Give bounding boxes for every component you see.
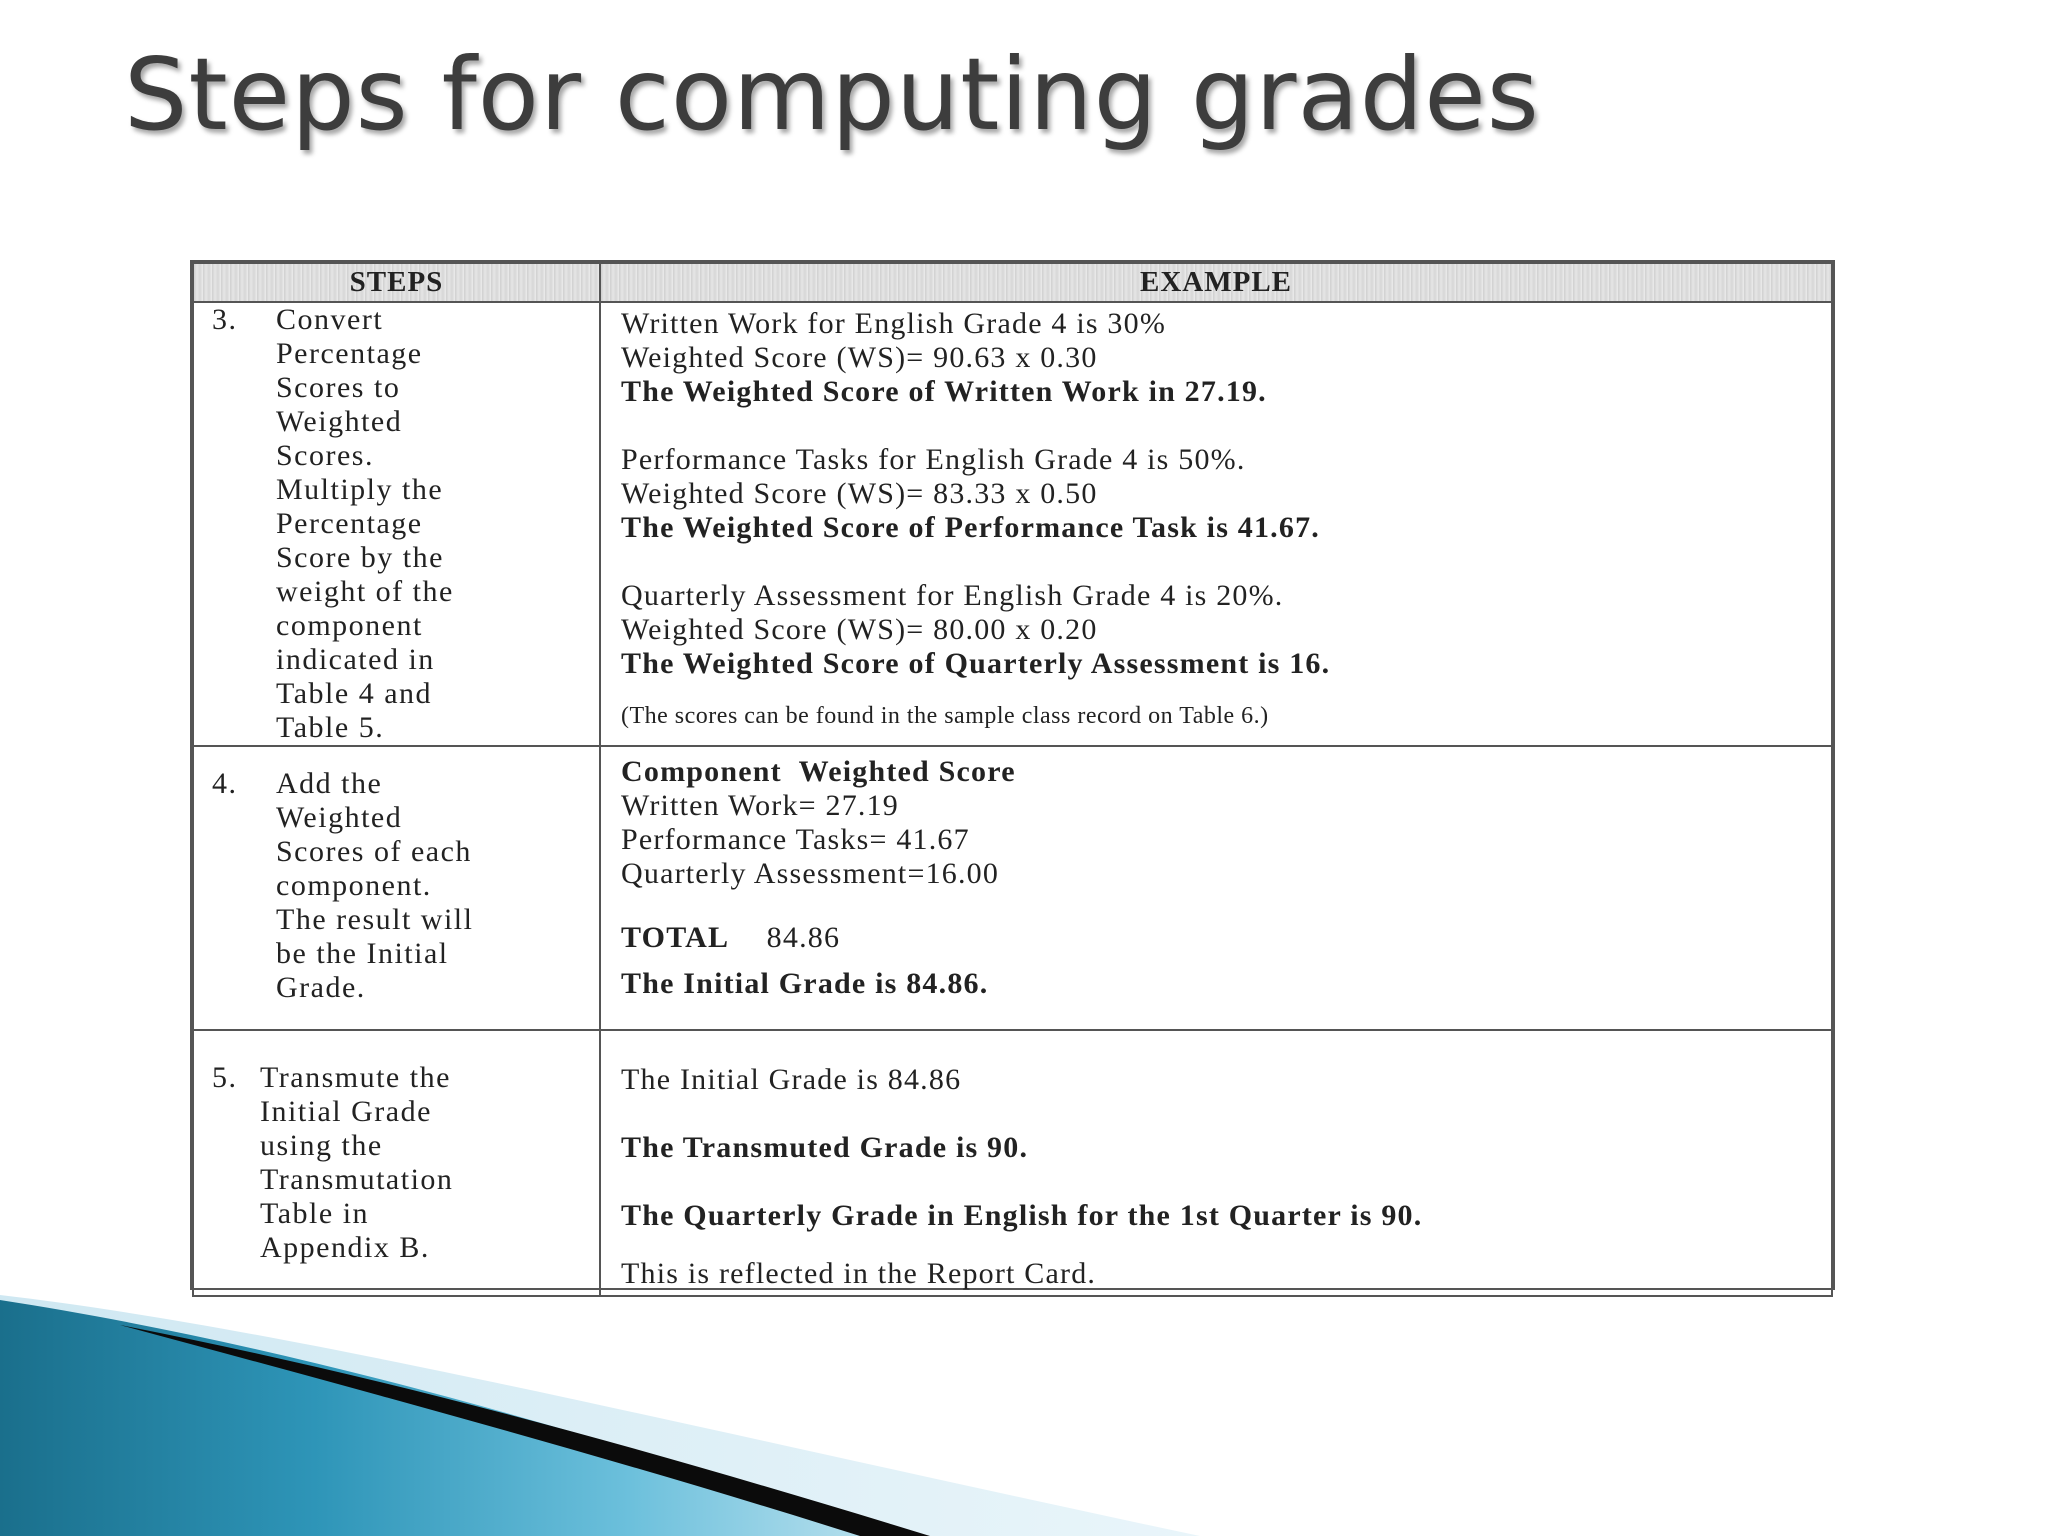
ww-weight: Written Work for English Grade 4 is 30% [621,307,1167,340]
step-line: The result will [276,903,474,936]
step-line: be the Initial [276,937,449,970]
initial-grade-result: The Initial Grade is 84.86. [621,967,989,1000]
example-cell [600,746,1832,1030]
step-line: using the [260,1129,383,1162]
total-line [621,921,1811,955]
step-line: Weighted [276,801,403,834]
table-row-step-5 [193,1030,1832,1296]
pt-result: The Weighted Score of Performance Task is 41.67. [621,511,1320,544]
pt-weight: Performance Tasks for English Grade 4 is 50%. [621,443,1246,476]
step-line: Transmute the [260,1061,451,1094]
step-number: 5. [212,1061,238,1094]
example-cell [600,1030,1832,1296]
step-line: weight of the [276,575,454,608]
step-line: Scores of each [276,835,472,868]
step-line: indicated in [276,643,435,676]
step-line: component [276,609,423,642]
ww-weighted-score: Weighted Score (WS)= 90.63 x 0.30 [621,341,1098,374]
step-line: Multiply the [276,473,444,506]
pt-component: Performance Tasks= 41.67 [621,823,970,856]
qa-weight: Quarterly Assessment for English Grade 4 is 20%. [621,579,1284,612]
component-heading: Component Weighted Score [621,755,1016,788]
report-card-note: This is reflected in the Report Card. [621,1257,1097,1290]
scores-note: (The scores can be found in the sample class record on Table 6.) [621,703,1269,729]
transmuted-grade: The Transmuted Grade is 90. [621,1131,1029,1164]
qa-component: Quarterly Assessment=16.00 [621,857,1000,890]
step-line: Table 4 and [276,677,433,710]
qa-weighted-score: Weighted Score (WS)= 80.00 x 0.20 [621,613,1098,646]
steps-cell [193,302,600,746]
step-line: Table 5. [276,711,385,744]
grades-steps-table [190,260,1835,1290]
step-line: Grade. [276,971,366,1004]
qa-result: The Weighted Score of Quarterly Assessment is 16. [621,647,1331,680]
steps-header: STEPS [193,263,600,302]
step-line: Percentage [276,337,423,370]
step-line: Table in [260,1197,370,1230]
pt-weighted-score: Weighted Score (WS)= 83.33 x 0.50 [621,477,1098,510]
step-line: Percentage [276,507,423,540]
initial-grade: The Initial Grade is 84.86 [621,1063,962,1096]
step-line: component. [276,869,432,902]
steps-cell [193,1030,600,1296]
quarterly-grade: The Quarterly Grade in English for the 1st Quarter is 90. [621,1199,1423,1232]
step-line: Weighted [276,405,403,438]
table-row-step-4 [193,746,1832,1030]
step-number: 3. [212,303,238,336]
step-line: Score by the [276,541,444,574]
total-label: TOTAL [621,921,730,954]
step-number: 4. [212,767,238,800]
table-row-step-3 [193,302,1832,746]
table-header-row [193,263,1832,302]
slide-title: Steps for computing grades [124,36,1540,153]
step-line: Transmutation [260,1163,454,1196]
step-line: Add the [276,767,383,800]
step-description [276,303,591,745]
ww-component: Written Work= 27.19 [621,789,900,822]
step-line: Appendix B. [260,1231,430,1264]
ww-result: The Weighted Score of Written Work in 27.19. [621,375,1267,408]
example-cell [600,302,1832,746]
step-line: Convert [276,303,384,336]
total-value: 84.86 [766,921,841,954]
step-line: Scores to [276,371,401,404]
step-line: Scores. [276,439,374,472]
step-description [276,767,591,1005]
step-line: Initial Grade [260,1095,432,1128]
steps-cell [193,746,600,1030]
step-description [260,1061,591,1265]
example-header: EXAMPLE [600,263,1832,302]
